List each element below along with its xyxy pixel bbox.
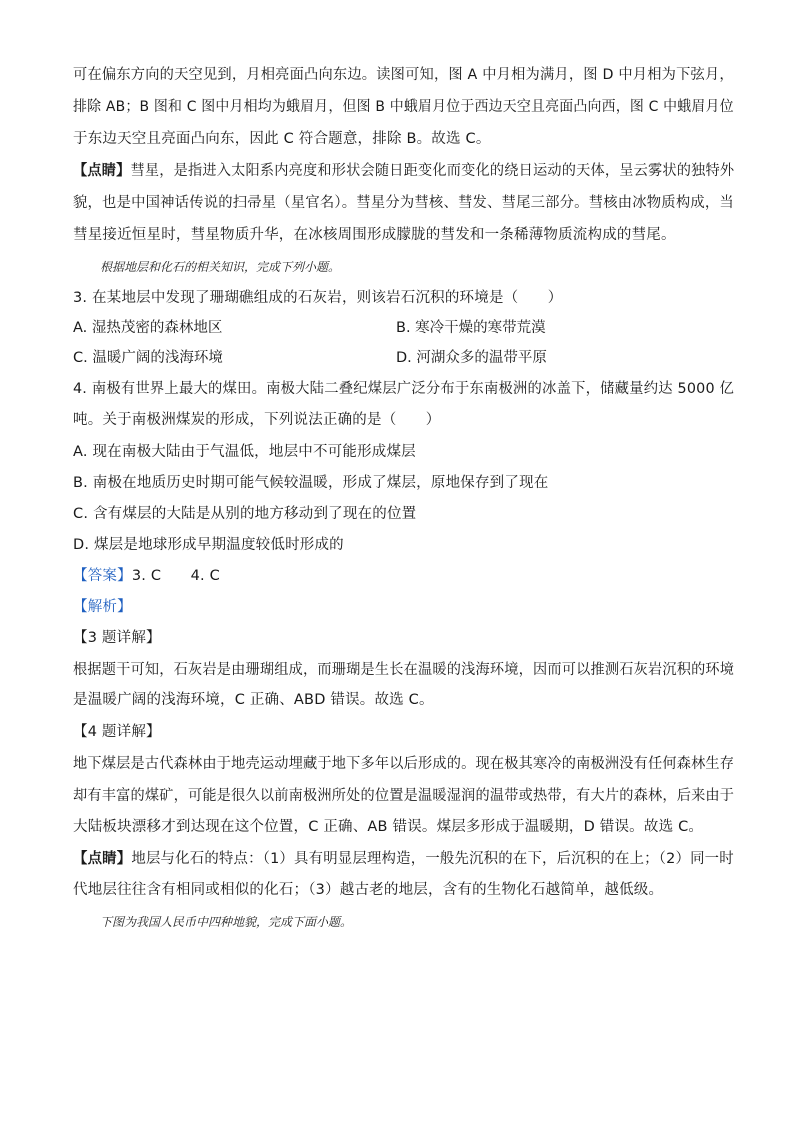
paragraph-line: 根据题干可知，石灰岩是由珊瑚组成，而珊瑚是生长在温暖的浅海环境，因而可以推测石灰岩沉积的环境 (73, 662, 735, 678)
paragraph-line: 却有丰富的煤矿，可能是很久以前南极洲所处的位置是温暖湿润的温带或热带，有大片的森林，后来由于 (73, 788, 735, 804)
answer-label: 【答案】 (73, 568, 132, 584)
question-4-stem: 4. 南极有世界上最大的煤田。南极大陆二叠纪煤层广泛分布于东南极洲的冰盖下，储藏量约达 5000 亿 (73, 381, 735, 397)
q4-option-a: A. 现在南极大陆由于气温低，地层中不可能形成煤层 (73, 444, 416, 460)
question-group-intro: 根据地层和化石的相关知识，完成下列小题。 (100, 260, 341, 274)
q3-option-d: D. 河湖众多的温带平原 (396, 350, 547, 366)
paragraph-line: 大陆板块漂移才到达现在这个位置，C 正确、AB 错误。煤层多形成于温暖期，D 错误。故选 C。 (73, 819, 704, 835)
analysis-label: 【解析】 (73, 599, 132, 615)
q3-option-c: C. 温暖广阔的浅海环境 (73, 350, 223, 366)
paragraph-line: 是温暖广阔的浅海环境，C 正确、ABD 错误。故选 C。 (73, 692, 434, 708)
q4-option-c: C. 含有煤层的大陆是从别的地方移动到了现在的位置 (73, 506, 417, 522)
q4-option-d: D. 煤层是地球形成早期温度较低时形成的 (73, 537, 344, 553)
paragraph-line: 排除 AB；B 图和 C 图中月相均为蛾眉月，但图 B 中蛾眉月位于西边天空且亮面凸向西，图 C 中蛾眉月位 (73, 99, 734, 115)
paragraph-line: 可在偏东方向的天空见到，月相亮面凸向东边。读图可知，图 A 中月相为满月，图 D 中月相为下弦月， (73, 67, 734, 83)
dianjing-section (73, 161, 734, 181)
question-4-stem-cont: 吨。关于南极洲煤炭的形成，下列说法正确的是（ ） (73, 412, 441, 428)
q3-option-b: B. 寒冷干燥的寒带荒漠 (396, 320, 546, 336)
dianjing-text: 地层与化石的特点：（1）具有明显层理构造，一般先沉积的在下，后沉积的在上；（2）同一时 (131, 851, 734, 867)
answer-text: 3. C 4. C (131, 568, 220, 584)
dianjing-label: 【点睛】 (73, 163, 131, 179)
paragraph-line: 于东边天空且亮面凸向东，因此 C 符合题意，排除 B。故选 C。 (73, 131, 491, 147)
q3-detail-label: 【3 题详解】 (73, 630, 161, 646)
dianjing-text: 彗星，是指进入太阳系内亮度和形状会随日距变化而变化的绕日运动的天体，呈云雾状的独特外 (130, 163, 735, 179)
question-group-intro: 下图为我国人民币中四种地貌，完成下面小题。 (100, 915, 353, 929)
dianjing-section (73, 849, 734, 869)
paragraph-line: 貌，也是中国神话传说的扫帚星（星官名）。彗星分为彗核、彗发、彗尾三部分。彗核由冰物质构成，当 (73, 195, 734, 211)
paragraph-line: 彗星接近恒星时，彗星物质升华，在冰核周围形成朦胧的彗发和一条稀薄物质流构成的彗尾。 (73, 227, 676, 243)
q4-detail-label: 【4 题详解】 (73, 724, 161, 740)
dianjing-label: 【点睛】 (73, 851, 132, 867)
q4-option-b: B. 南极在地质历史时期可能气候较温暖，形成了煤层，原地保存到了现在 (73, 475, 549, 491)
q3-option-a: A. 湿热茂密的森林地区 (73, 320, 223, 336)
answer-line (73, 566, 220, 586)
paragraph-line: 代地层往往含有相同或相似的化石；（3）越古老的地层，含有的生物化石越简单，越低级。 (73, 882, 664, 898)
question-3-stem: 3. 在某地层中发现了珊瑚礁组成的石灰岩，则该岩石沉积的环境是（ ） (73, 290, 563, 306)
paragraph-line: 地下煤层是古代森林由于地壳运动埋藏于地下多年以后形成的。现在极其寒冷的南极洲没有任何森林生存 (73, 756, 735, 772)
